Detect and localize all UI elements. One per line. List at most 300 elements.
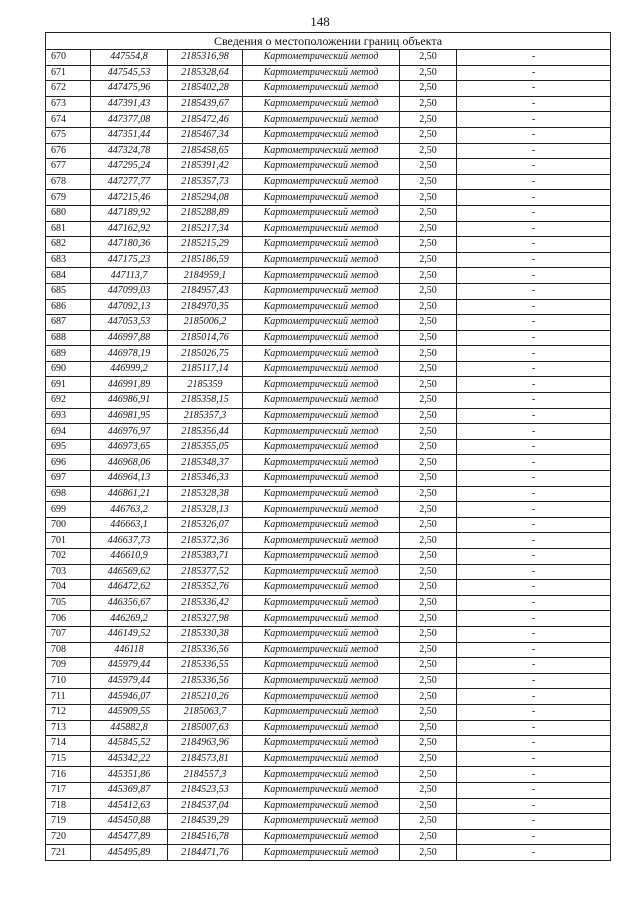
- point-number-cell: 693: [46, 408, 91, 424]
- point-number-cell: 695: [46, 439, 91, 455]
- method-cell: Картометрический метод: [243, 486, 400, 502]
- x-coordinate-cell: 446986,91: [91, 393, 168, 409]
- table-body: [46, 50, 611, 861]
- accuracy-cell: 2,50: [400, 408, 457, 424]
- note-cell: -: [457, 658, 611, 674]
- method-cell: Картометрический метод: [243, 393, 400, 409]
- method-cell: Картометрический метод: [243, 377, 400, 393]
- x-coordinate-cell: 445412,63: [91, 798, 168, 814]
- table-row: [46, 502, 611, 518]
- y-coordinate-cell: 2185357,3: [168, 408, 243, 424]
- note-cell: -: [457, 190, 611, 206]
- method-cell: Картометрический метод: [243, 611, 400, 627]
- table-row: [46, 424, 611, 440]
- point-number-cell: 697: [46, 471, 91, 487]
- accuracy-cell: 2,50: [400, 237, 457, 253]
- table-row: [46, 96, 611, 112]
- method-cell: Картометрический метод: [243, 564, 400, 580]
- method-cell: Картометрический метод: [243, 595, 400, 611]
- x-coordinate-cell: 447545,53: [91, 65, 168, 81]
- x-coordinate-cell: 447215,46: [91, 190, 168, 206]
- note-cell: -: [457, 237, 611, 253]
- table-row: [46, 112, 611, 128]
- x-coordinate-cell: 446991,89: [91, 377, 168, 393]
- accuracy-cell: 2,50: [400, 143, 457, 159]
- y-coordinate-cell: 2184959,1: [168, 268, 243, 284]
- table-row: [46, 751, 611, 767]
- x-coordinate-cell: 446976,97: [91, 424, 168, 440]
- accuracy-cell: 2,50: [400, 767, 457, 783]
- method-cell: Картометрический метод: [243, 268, 400, 284]
- table-row: [46, 361, 611, 377]
- x-coordinate-cell: 447189,92: [91, 205, 168, 221]
- note-cell: -: [457, 174, 611, 190]
- accuracy-cell: 2,50: [400, 299, 457, 315]
- x-coordinate-cell: 447162,92: [91, 221, 168, 237]
- x-coordinate-cell: 445495,89: [91, 845, 168, 861]
- point-number-cell: 671: [46, 65, 91, 81]
- accuracy-cell: 2,50: [400, 439, 457, 455]
- boundary-coordinates-table: [45, 32, 611, 861]
- point-number-cell: 689: [46, 346, 91, 362]
- method-cell: Картометрический метод: [243, 533, 400, 549]
- note-cell: -: [457, 829, 611, 845]
- point-number-cell: 690: [46, 361, 91, 377]
- note-cell: -: [457, 112, 611, 128]
- note-cell: -: [457, 377, 611, 393]
- method-cell: Картометрический метод: [243, 127, 400, 143]
- note-cell: -: [457, 533, 611, 549]
- table-row: [46, 159, 611, 175]
- x-coordinate-cell: 445342,22: [91, 751, 168, 767]
- method-cell: Картометрический метод: [243, 346, 400, 362]
- method-cell: Картометрический метод: [243, 658, 400, 674]
- accuracy-cell: 2,50: [400, 736, 457, 752]
- x-coordinate-cell: 445979,44: [91, 658, 168, 674]
- note-cell: -: [457, 736, 611, 752]
- table-title-row: [46, 33, 611, 50]
- y-coordinate-cell: 2185356,44: [168, 424, 243, 440]
- x-coordinate-cell: 447475,96: [91, 81, 168, 97]
- point-number-cell: 719: [46, 814, 91, 830]
- point-number-cell: 717: [46, 782, 91, 798]
- x-coordinate-cell: 445909,55: [91, 704, 168, 720]
- point-number-cell: 675: [46, 127, 91, 143]
- table-row: [46, 673, 611, 689]
- accuracy-cell: 2,50: [400, 533, 457, 549]
- accuracy-cell: 2,50: [400, 782, 457, 798]
- point-number-cell: 710: [46, 673, 91, 689]
- note-cell: -: [457, 221, 611, 237]
- note-cell: -: [457, 471, 611, 487]
- table-row: [46, 299, 611, 315]
- point-number-cell: 672: [46, 81, 91, 97]
- point-number-cell: 709: [46, 658, 91, 674]
- method-cell: Картометрический метод: [243, 112, 400, 128]
- note-cell: -: [457, 361, 611, 377]
- point-number-cell: 679: [46, 190, 91, 206]
- y-coordinate-cell: 2185328,38: [168, 486, 243, 502]
- method-cell: Картометрический метод: [243, 408, 400, 424]
- y-coordinate-cell: 2185357,73: [168, 174, 243, 190]
- x-coordinate-cell: 447175,23: [91, 252, 168, 268]
- accuracy-cell: 2,50: [400, 283, 457, 299]
- accuracy-cell: 2,50: [400, 486, 457, 502]
- method-cell: Картометрический метод: [243, 502, 400, 518]
- note-cell: -: [457, 346, 611, 362]
- table-row: [46, 829, 611, 845]
- y-coordinate-cell: 2184516,78: [168, 829, 243, 845]
- y-coordinate-cell: 2185346,33: [168, 471, 243, 487]
- point-number-cell: 674: [46, 112, 91, 128]
- method-cell: Картометрический метод: [243, 814, 400, 830]
- y-coordinate-cell: 2185336,56: [168, 673, 243, 689]
- method-cell: Картометрический метод: [243, 283, 400, 299]
- table-row: [46, 736, 611, 752]
- x-coordinate-cell: 447277,77: [91, 174, 168, 190]
- table-row: [46, 798, 611, 814]
- table-row: [46, 143, 611, 159]
- page-number: 148: [310, 14, 330, 29]
- point-number-cell: 714: [46, 736, 91, 752]
- note-cell: -: [457, 283, 611, 299]
- accuracy-cell: 2,50: [400, 315, 457, 331]
- table-row: [46, 564, 611, 580]
- method-cell: Картометрический метод: [243, 81, 400, 97]
- x-coordinate-cell: 447180,36: [91, 237, 168, 253]
- point-number-cell: 680: [46, 205, 91, 221]
- x-coordinate-cell: 446356,67: [91, 595, 168, 611]
- point-number-cell: 703: [46, 564, 91, 580]
- table-row: [46, 580, 611, 596]
- note-cell: -: [457, 814, 611, 830]
- accuracy-cell: 2,50: [400, 221, 457, 237]
- note-cell: -: [457, 127, 611, 143]
- x-coordinate-cell: 446569,62: [91, 564, 168, 580]
- accuracy-cell: 2,50: [400, 720, 457, 736]
- table-row: [46, 642, 611, 658]
- accuracy-cell: 2,50: [400, 611, 457, 627]
- method-cell: Картометрический метод: [243, 315, 400, 331]
- table-row: [46, 595, 611, 611]
- method-cell: Картометрический метод: [243, 65, 400, 81]
- y-coordinate-cell: 2185210,26: [168, 689, 243, 705]
- y-coordinate-cell: 2185063,7: [168, 704, 243, 720]
- accuracy-cell: 2,50: [400, 50, 457, 66]
- accuracy-cell: 2,50: [400, 673, 457, 689]
- table-row: [46, 704, 611, 720]
- method-cell: Картометрический метод: [243, 455, 400, 471]
- accuracy-cell: 2,50: [400, 564, 457, 580]
- x-coordinate-cell: 447295,24: [91, 159, 168, 175]
- y-coordinate-cell: 2185217,34: [168, 221, 243, 237]
- x-coordinate-cell: 445450,88: [91, 814, 168, 830]
- method-cell: Картометрический метод: [243, 471, 400, 487]
- note-cell: -: [457, 767, 611, 783]
- point-number-cell: 713: [46, 720, 91, 736]
- x-coordinate-cell: 447053,53: [91, 315, 168, 331]
- accuracy-cell: 2,50: [400, 268, 457, 284]
- x-coordinate-cell: 445979,44: [91, 673, 168, 689]
- table-row: [46, 377, 611, 393]
- point-number-cell: 718: [46, 798, 91, 814]
- point-number-cell: 720: [46, 829, 91, 845]
- note-cell: -: [457, 704, 611, 720]
- method-cell: Картометрический метод: [243, 689, 400, 705]
- point-number-cell: 673: [46, 96, 91, 112]
- table-row: [46, 533, 611, 549]
- y-coordinate-cell: 2185330,38: [168, 626, 243, 642]
- y-coordinate-cell: 2185186,59: [168, 252, 243, 268]
- note-cell: -: [457, 205, 611, 221]
- method-cell: Картометрический метод: [243, 751, 400, 767]
- note-cell: -: [457, 517, 611, 533]
- point-number-cell: 692: [46, 393, 91, 409]
- point-number-cell: 691: [46, 377, 91, 393]
- y-coordinate-cell: 2185326,07: [168, 517, 243, 533]
- accuracy-cell: 2,50: [400, 455, 457, 471]
- y-coordinate-cell: 2184539,29: [168, 814, 243, 830]
- accuracy-cell: 2,50: [400, 595, 457, 611]
- note-cell: -: [457, 455, 611, 471]
- y-coordinate-cell: 2185288,89: [168, 205, 243, 221]
- x-coordinate-cell: 446118: [91, 642, 168, 658]
- method-cell: Картометрический метод: [243, 424, 400, 440]
- accuracy-cell: 2,50: [400, 159, 457, 175]
- method-cell: Картометрический метод: [243, 439, 400, 455]
- y-coordinate-cell: 2184523,53: [168, 782, 243, 798]
- point-number-cell: 702: [46, 549, 91, 565]
- y-coordinate-cell: 2185383,71: [168, 549, 243, 565]
- method-cell: Картометрический метод: [243, 767, 400, 783]
- y-coordinate-cell: 2184957,43: [168, 283, 243, 299]
- accuracy-cell: 2,50: [400, 814, 457, 830]
- table-row: [46, 268, 611, 284]
- method-cell: Картометрический метод: [243, 736, 400, 752]
- x-coordinate-cell: 446997,88: [91, 330, 168, 346]
- method-cell: Картометрический метод: [243, 673, 400, 689]
- x-coordinate-cell: 446663,1: [91, 517, 168, 533]
- table-row: [46, 471, 611, 487]
- x-coordinate-cell: 446610,9: [91, 549, 168, 565]
- y-coordinate-cell: 2185007,63: [168, 720, 243, 736]
- y-coordinate-cell: 2185328,13: [168, 502, 243, 518]
- y-coordinate-cell: 2185014,76: [168, 330, 243, 346]
- y-coordinate-cell: 2185294,08: [168, 190, 243, 206]
- table-row: [46, 81, 611, 97]
- x-coordinate-cell: 446269,2: [91, 611, 168, 627]
- y-coordinate-cell: 2184471,76: [168, 845, 243, 861]
- note-cell: -: [457, 595, 611, 611]
- accuracy-cell: 2,50: [400, 517, 457, 533]
- note-cell: -: [457, 299, 611, 315]
- accuracy-cell: 2,50: [400, 346, 457, 362]
- table-row: [46, 658, 611, 674]
- y-coordinate-cell: 2185316,98: [168, 50, 243, 66]
- point-number-cell: 685: [46, 283, 91, 299]
- point-number-cell: 676: [46, 143, 91, 159]
- accuracy-cell: 2,50: [400, 751, 457, 767]
- x-coordinate-cell: 446999,2: [91, 361, 168, 377]
- y-coordinate-cell: 2185117,14: [168, 361, 243, 377]
- point-number-cell: 706: [46, 611, 91, 627]
- note-cell: -: [457, 564, 611, 580]
- table-row: [46, 221, 611, 237]
- note-cell: -: [457, 50, 611, 66]
- point-number-cell: 721: [46, 845, 91, 861]
- y-coordinate-cell: 2185336,56: [168, 642, 243, 658]
- y-coordinate-cell: 2185372,36: [168, 533, 243, 549]
- y-coordinate-cell: 2185377,52: [168, 564, 243, 580]
- note-cell: -: [457, 611, 611, 627]
- method-cell: Картометрический метод: [243, 237, 400, 253]
- method-cell: Картометрический метод: [243, 174, 400, 190]
- y-coordinate-cell: 2185026,75: [168, 346, 243, 362]
- table-row: [46, 549, 611, 565]
- table-title: Сведения о местоположении границ объекта: [46, 33, 611, 50]
- y-coordinate-cell: 2184970,35: [168, 299, 243, 315]
- accuracy-cell: 2,50: [400, 642, 457, 658]
- x-coordinate-cell: 445369,87: [91, 782, 168, 798]
- accuracy-cell: 2,50: [400, 96, 457, 112]
- x-coordinate-cell: 447554,8: [91, 50, 168, 66]
- x-coordinate-cell: 446637,73: [91, 533, 168, 549]
- table-row: [46, 439, 611, 455]
- accuracy-cell: 2,50: [400, 361, 457, 377]
- accuracy-cell: 2,50: [400, 658, 457, 674]
- point-number-cell: 683: [46, 252, 91, 268]
- y-coordinate-cell: 2185359: [168, 377, 243, 393]
- x-coordinate-cell: 445946,07: [91, 689, 168, 705]
- y-coordinate-cell: 2185458,65: [168, 143, 243, 159]
- accuracy-cell: 2,50: [400, 205, 457, 221]
- note-cell: -: [457, 673, 611, 689]
- table-row: [46, 330, 611, 346]
- table-row: [46, 689, 611, 705]
- point-number-cell: 694: [46, 424, 91, 440]
- accuracy-cell: 2,50: [400, 81, 457, 97]
- note-cell: -: [457, 751, 611, 767]
- note-cell: -: [457, 315, 611, 331]
- accuracy-cell: 2,50: [400, 798, 457, 814]
- y-coordinate-cell: 2185006,2: [168, 315, 243, 331]
- method-cell: Картометрический метод: [243, 330, 400, 346]
- y-coordinate-cell: 2185352,76: [168, 580, 243, 596]
- y-coordinate-cell: 2184557,3: [168, 767, 243, 783]
- x-coordinate-cell: 446763,2: [91, 502, 168, 518]
- point-number-cell: 707: [46, 626, 91, 642]
- point-number-cell: 708: [46, 642, 91, 658]
- method-cell: Картометрический метод: [243, 221, 400, 237]
- point-number-cell: 681: [46, 221, 91, 237]
- note-cell: -: [457, 268, 611, 284]
- note-cell: -: [457, 798, 611, 814]
- table-row: [46, 393, 611, 409]
- accuracy-cell: 2,50: [400, 65, 457, 81]
- point-number-cell: 682: [46, 237, 91, 253]
- table-row: [46, 190, 611, 206]
- accuracy-cell: 2,50: [400, 127, 457, 143]
- point-number-cell: 670: [46, 50, 91, 66]
- note-cell: -: [457, 330, 611, 346]
- note-cell: -: [457, 486, 611, 502]
- y-coordinate-cell: 2185439,67: [168, 96, 243, 112]
- y-coordinate-cell: 2185355,05: [168, 439, 243, 455]
- table-row: [46, 205, 611, 221]
- y-coordinate-cell: 2184573,81: [168, 751, 243, 767]
- point-number-cell: 705: [46, 595, 91, 611]
- table-row: [46, 252, 611, 268]
- point-number-cell: 686: [46, 299, 91, 315]
- method-cell: Картометрический метод: [243, 798, 400, 814]
- accuracy-cell: 2,50: [400, 174, 457, 190]
- method-cell: Картометрический метод: [243, 549, 400, 565]
- method-cell: Картометрический метод: [243, 626, 400, 642]
- note-cell: -: [457, 393, 611, 409]
- x-coordinate-cell: 447092,13: [91, 299, 168, 315]
- note-cell: -: [457, 408, 611, 424]
- accuracy-cell: 2,50: [400, 829, 457, 845]
- note-cell: -: [457, 143, 611, 159]
- y-coordinate-cell: 2184537,04: [168, 798, 243, 814]
- point-number-cell: 684: [46, 268, 91, 284]
- x-coordinate-cell: 447351,44: [91, 127, 168, 143]
- point-number-cell: 698: [46, 486, 91, 502]
- accuracy-cell: 2,50: [400, 689, 457, 705]
- table-row: [46, 174, 611, 190]
- accuracy-cell: 2,50: [400, 845, 457, 861]
- table-row: [46, 486, 611, 502]
- x-coordinate-cell: 447324,78: [91, 143, 168, 159]
- x-coordinate-cell: 445845,52: [91, 736, 168, 752]
- y-coordinate-cell: 2184963,96: [168, 736, 243, 752]
- method-cell: Картометрический метод: [243, 720, 400, 736]
- y-coordinate-cell: 2185358,15: [168, 393, 243, 409]
- x-coordinate-cell: 445477,89: [91, 829, 168, 845]
- method-cell: Картометрический метод: [243, 704, 400, 720]
- accuracy-cell: 2,50: [400, 330, 457, 346]
- table-row: [46, 782, 611, 798]
- table-row: [46, 408, 611, 424]
- note-cell: -: [457, 689, 611, 705]
- point-number-cell: 678: [46, 174, 91, 190]
- note-cell: -: [457, 845, 611, 861]
- method-cell: Картометрический метод: [243, 50, 400, 66]
- table-row: [46, 50, 611, 66]
- x-coordinate-cell: 446973,65: [91, 439, 168, 455]
- y-coordinate-cell: 2185348,37: [168, 455, 243, 471]
- x-coordinate-cell: 446149,52: [91, 626, 168, 642]
- point-number-cell: 688: [46, 330, 91, 346]
- method-cell: Картометрический метод: [243, 782, 400, 798]
- method-cell: Картометрический метод: [243, 159, 400, 175]
- method-cell: Картометрический метод: [243, 143, 400, 159]
- note-cell: -: [457, 81, 611, 97]
- accuracy-cell: 2,50: [400, 471, 457, 487]
- point-number-cell: 699: [46, 502, 91, 518]
- point-number-cell: 701: [46, 533, 91, 549]
- y-coordinate-cell: 2185328,64: [168, 65, 243, 81]
- method-cell: Картометрический метод: [243, 96, 400, 112]
- y-coordinate-cell: 2185391,42: [168, 159, 243, 175]
- point-number-cell: 696: [46, 455, 91, 471]
- x-coordinate-cell: 445882,8: [91, 720, 168, 736]
- accuracy-cell: 2,50: [400, 502, 457, 518]
- point-number-cell: 677: [46, 159, 91, 175]
- accuracy-cell: 2,50: [400, 580, 457, 596]
- point-number-cell: 712: [46, 704, 91, 720]
- table-row: [46, 346, 611, 362]
